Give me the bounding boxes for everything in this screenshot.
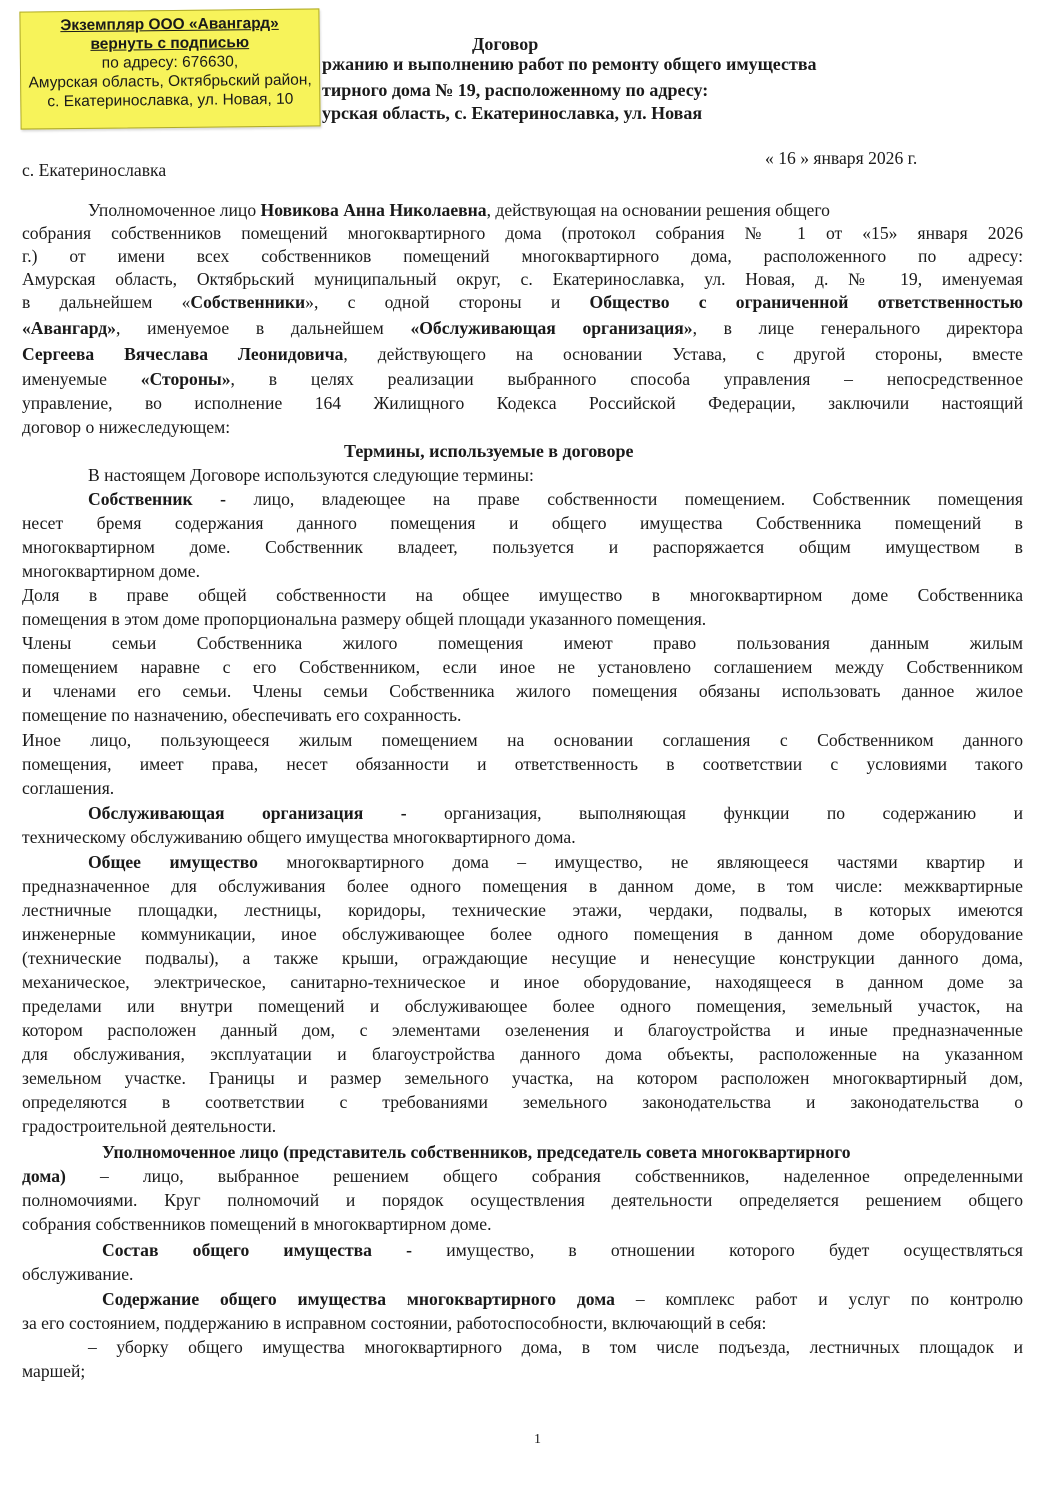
intro-line: Сергеева Вячеслава Леонидовича, действующего на основании Устава, с другой стороны, вместе — [22, 344, 1023, 364]
intro-line: управление, во исполнение 164 Жилищного Кодекса Российской Федерации, заключили настоящий — [22, 393, 1023, 413]
other-person-definition: помещения, имеет права, несет обязанности и ответственность в соответствии с условиями такого — [22, 754, 1023, 774]
common-property-definition: пределами или внутри помещений и обслуживающее более одного помещения, земельный участок, на — [22, 996, 1023, 1016]
other-person-definition: соглашения. — [22, 778, 115, 798]
common-property-definition: земельном участке. Границы и размер земельного участка, на котором расположен многоквартирный дом, — [22, 1068, 1023, 1088]
sticker-line-address: по адресу: 676630, — [101, 53, 239, 72]
common-property-definition: (технические подвалы), а также крыши, ограждающие несущие и ненесущие конструкции данного дома, — [22, 948, 1023, 968]
common-property-definition: градостроительной деятельности. — [22, 1116, 277, 1136]
common-property-definition: лестничные площадки, лестницы, коридоры, технические этажи, чердаки, подвалы, в которых имеются — [22, 900, 1023, 920]
sticker-line-copy: Экземпляр ООО «Авангард» — [60, 14, 279, 35]
common-property-definition: инженерные коммуникации, иное обслуживающее более одного помещения в данном доме оборудование — [22, 924, 1023, 944]
page-number: 1 — [534, 1432, 541, 1447]
common-property-definition: механическое, электрическое, санитарно-техническое и иное оборудование, находящееся в данном доме за — [22, 972, 1023, 992]
sticker-line-return: вернуть с подписью — [90, 34, 250, 53]
terms-lead: В настоящем Договоре используются следующие термины: — [88, 465, 534, 485]
address-sticker — [19, 8, 320, 129]
title-line-2: тирного дома № 19, расположенному по адресу: — [322, 80, 709, 100]
title-line-1: ржанию и выполнению работ по ремонту общего имущества — [322, 54, 817, 74]
maintenance-item: – уборку общего имущества многоквартирного дома, в том числе подъезда, лестничных площадок и — [88, 1337, 1023, 1357]
intro-line: именуемые «Стороны», в целях реализации выбранного способа управления – непосредственное — [22, 369, 1023, 389]
intro-line: г.) от имени всех собственников помещений многоквартирного дома, расположенного по адресу: — [22, 246, 1023, 266]
contract-date: « 16 » января 2026 г. — [765, 148, 918, 168]
owner-definition: несет бремя содержания данного помещения и общего имущества Собственника помещений в — [22, 513, 1023, 533]
representative-definition: Уполномоченное лицо (представитель собственников, председатель совета многоквартирного — [102, 1142, 851, 1162]
intro-line: договор о нижеследующем: — [22, 417, 231, 437]
composition-definition: обслуживание. — [22, 1264, 134, 1284]
maintenance-definition: за его состоянием, поддержанию в исправном состоянии, работоспособности, включающий в себя: — [22, 1313, 767, 1333]
common-property-definition: для обслуживания, эксплуатации и благоустройства данного дома объекты, расположенные на указанном — [22, 1044, 1023, 1064]
family-definition: и членами его семьи. Члены семьи Собственника жилого помещения обязаны использовать данное жилое — [22, 681, 1023, 701]
intro-line: Уполномоченное лицо Новикова Анна Николаевна, действующая на основании решения общего — [88, 200, 830, 220]
title-line-3: урская область, с. Екатеринославка, ул. Новая — [322, 103, 703, 123]
intro-line: собрания собственников помещений многоквартирного дома (протокол собрания № 1 от «15» января 2026 — [22, 223, 1023, 243]
other-person-definition: Иное лицо, пользующееся жилым помещением на основании соглашения с Собственником данного — [22, 730, 1023, 750]
place-of-signing: с. Екатеринославка — [22, 160, 167, 180]
family-definition: помещение по назначению, обеспечивать его сохранность. — [22, 705, 462, 725]
document-title: Договор — [472, 34, 539, 54]
maintenance-definition: Содержание общего имущества многоквартирного дома – комплекс работ и услуг по контролю — [102, 1289, 1023, 1309]
common-property-definition: Общее имущество многоквартирного дома – имущество, не являющееся частями квартир и — [88, 852, 1023, 872]
share-definition: Доля в праве общей собственности на общее имущество в многоквартирном доме Собственника — [22, 585, 1023, 605]
common-property-definition: котором расположен данный дом, с элементами озеленения и благоустройства и иные предназначенные — [22, 1020, 1023, 1040]
section-heading: Термины, используемые в договоре — [344, 441, 634, 461]
sticker-line-region: Амурская область, Октябрьский район, — [28, 71, 312, 92]
intro-line: Амурская область, Октябрьский муниципальный округ, с. Екатеринославка, ул. Новая, д. № 19, именуемая — [22, 269, 1023, 289]
family-definition: Члены семьи Собственника жилого помещения имеют право пользования данным жилым — [22, 633, 1023, 653]
representative-definition: полномочиями. Круг полномочий и порядок осуществления деятельности определяется решением общего — [22, 1190, 1023, 1210]
owner-definition: многоквартирном доме. Собственник владеет, пользуется и распоряжается общим имуществом в — [22, 537, 1023, 557]
intro-line: в дальнейшем «Собственники», с одной стороны и Общество с ограниченной ответственностью — [22, 292, 1023, 312]
common-property-definition: предназначенное для обслуживания более одного помещения в данном доме, в том числе: межквартирные — [22, 876, 1023, 896]
owner-definition: многоквартирном доме. — [22, 561, 200, 581]
representative-definition: собрания собственников помещений в многоквартирном доме. — [22, 1214, 492, 1234]
org-definition: Обслуживающая организация - организация, выполняющая функции по содержанию и — [88, 803, 1023, 823]
intro-line: «Авангард», именуемое в дальнейшем «Обслуживающая организация», в лице генерального директора — [22, 318, 1023, 338]
maintenance-item: маршей; — [22, 1361, 86, 1381]
sticker-line-street: с. Екатеринославка, ул. Новая, 10 — [47, 90, 294, 111]
common-property-definition: определяются в соответствии с требованиями земельного законодательства и законодательства о — [22, 1092, 1023, 1112]
owner-definition: Собственник - лицо, владеющее на праве собственности помещением. Собственник помещения — [88, 489, 1023, 509]
composition-definition: Состав общего имущества - имущество, в отношении которого будет осуществляться — [102, 1240, 1024, 1260]
representative-definition: дома) – лицо, выбранное решением общего собрания собственников, наделенное определенными — [22, 1166, 1023, 1186]
family-definition: помещением наравне с его Собственником, если иное не установлено соглашением между Собственником — [22, 657, 1023, 677]
org-definition: техническому обслуживанию общего имущества многоквартирного дома. — [22, 827, 576, 847]
share-definition: помещения в этом доме пропорциональна размеру общей площади указанного помещения. — [22, 609, 707, 629]
